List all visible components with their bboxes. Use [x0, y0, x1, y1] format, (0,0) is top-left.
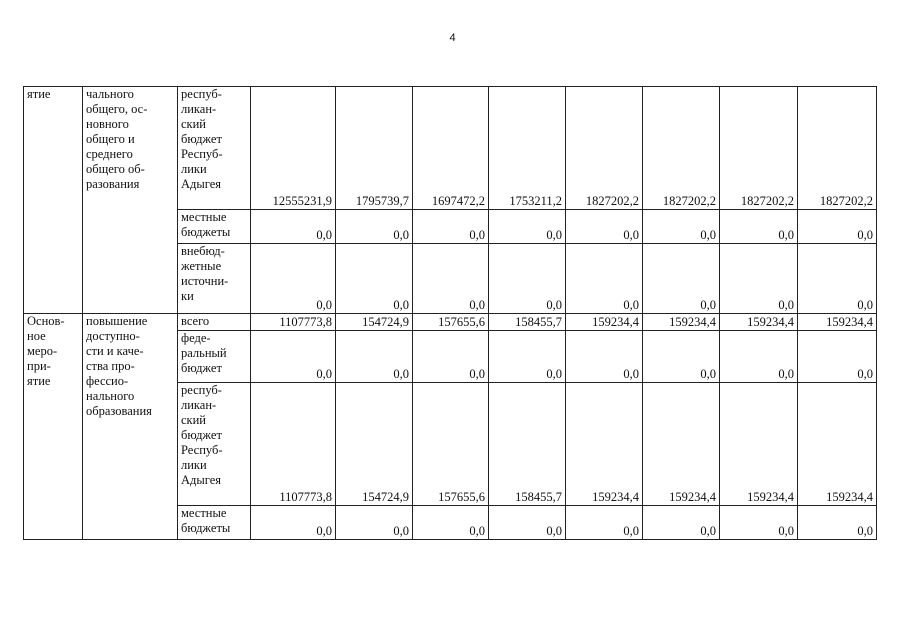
value-cell: 0,0 — [720, 244, 798, 314]
value-cell: 0,0 — [643, 210, 720, 244]
value-cell: 0,0 — [251, 210, 336, 244]
activity-name-cell: чального общего, ос- новного общего и среднего общего об- разования — [83, 87, 178, 314]
value-cell: 0,0 — [489, 331, 566, 383]
value-cell: 0,0 — [336, 506, 413, 540]
value-cell: 0,0 — [489, 210, 566, 244]
value-cell: 1827202,2 — [643, 87, 720, 210]
value-cell: 159234,4 — [720, 383, 798, 506]
value-cell: 0,0 — [566, 331, 643, 383]
value-cell: 0,0 — [798, 506, 877, 540]
activity-name-cell: повышение доступно- сти и каче- ства про- фессио- нального образования — [83, 314, 178, 540]
value-cell: 0,0 — [643, 244, 720, 314]
value-cell: 0,0 — [413, 506, 489, 540]
activity-type-cell: ятие — [24, 87, 83, 314]
value-cell: 159234,4 — [643, 383, 720, 506]
value-cell: 0,0 — [336, 331, 413, 383]
value-cell: 1827202,2 — [720, 87, 798, 210]
value-cell: 159234,4 — [720, 314, 798, 331]
value-cell: 1827202,2 — [566, 87, 643, 210]
value-cell: 1107773,8 — [251, 383, 336, 506]
funding-source-cell: респуб- ликан- ский бюджет Респуб- лики Адыгея — [178, 87, 251, 210]
value-cell: 154724,9 — [336, 314, 413, 331]
value-cell: 0,0 — [489, 244, 566, 314]
value-cell: 159234,4 — [643, 314, 720, 331]
value-cell: 1753211,2 — [489, 87, 566, 210]
value-cell: 157655,6 — [413, 383, 489, 506]
table-row — [24, 87, 877, 210]
value-cell: 0,0 — [720, 210, 798, 244]
value-cell: 159234,4 — [566, 383, 643, 506]
value-cell: 0,0 — [413, 244, 489, 314]
funding-source-cell: местные бюджеты — [178, 506, 251, 540]
value-cell: 1107773,8 — [251, 314, 336, 331]
value-cell: 0,0 — [413, 210, 489, 244]
value-cell: 0,0 — [566, 210, 643, 244]
value-cell: 154724,9 — [336, 383, 413, 506]
value-cell: 0,0 — [643, 331, 720, 383]
funding-source-cell: феде- ральный бюджет — [178, 331, 251, 383]
value-cell: 1795739,7 — [336, 87, 413, 210]
value-cell: 0,0 — [413, 331, 489, 383]
value-cell: 158455,7 — [489, 314, 566, 331]
value-cell: 0,0 — [566, 244, 643, 314]
value-cell: 12555231,9 — [251, 87, 336, 210]
value-cell: 0,0 — [720, 506, 798, 540]
value-cell: 1827202,2 — [798, 87, 877, 210]
funding-source-cell: местные бюджеты — [178, 210, 251, 244]
value-cell: 0,0 — [798, 331, 877, 383]
value-cell: 0,0 — [798, 244, 877, 314]
value-cell: 158455,7 — [489, 383, 566, 506]
funding-source-cell: внебюд- жетные источни- ки — [178, 244, 251, 314]
activity-type-cell: Основ- ное меро- при- ятие — [24, 314, 83, 540]
value-cell: 0,0 — [251, 506, 336, 540]
value-cell: 157655,6 — [413, 314, 489, 331]
value-cell: 0,0 — [336, 244, 413, 314]
value-cell: 1697472,2 — [413, 87, 489, 210]
funding-source-cell: респуб- ликан- ский бюджет Респуб- лики Адыгея — [178, 383, 251, 506]
table-row — [24, 314, 877, 331]
value-cell: 0,0 — [798, 210, 877, 244]
value-cell: 159234,4 — [798, 314, 877, 331]
value-cell: 0,0 — [489, 506, 566, 540]
value-cell: 0,0 — [643, 506, 720, 540]
page-number: 4 — [449, 32, 456, 44]
value-cell: 0,0 — [251, 244, 336, 314]
value-cell: 0,0 — [566, 506, 643, 540]
value-cell: 0,0 — [251, 331, 336, 383]
value-cell: 159234,4 — [798, 383, 877, 506]
value-cell: 0,0 — [720, 331, 798, 383]
value-cell: 0,0 — [336, 210, 413, 244]
budget-table — [23, 86, 877, 540]
value-cell: 159234,4 — [566, 314, 643, 331]
funding-source-cell: всего — [178, 314, 251, 331]
